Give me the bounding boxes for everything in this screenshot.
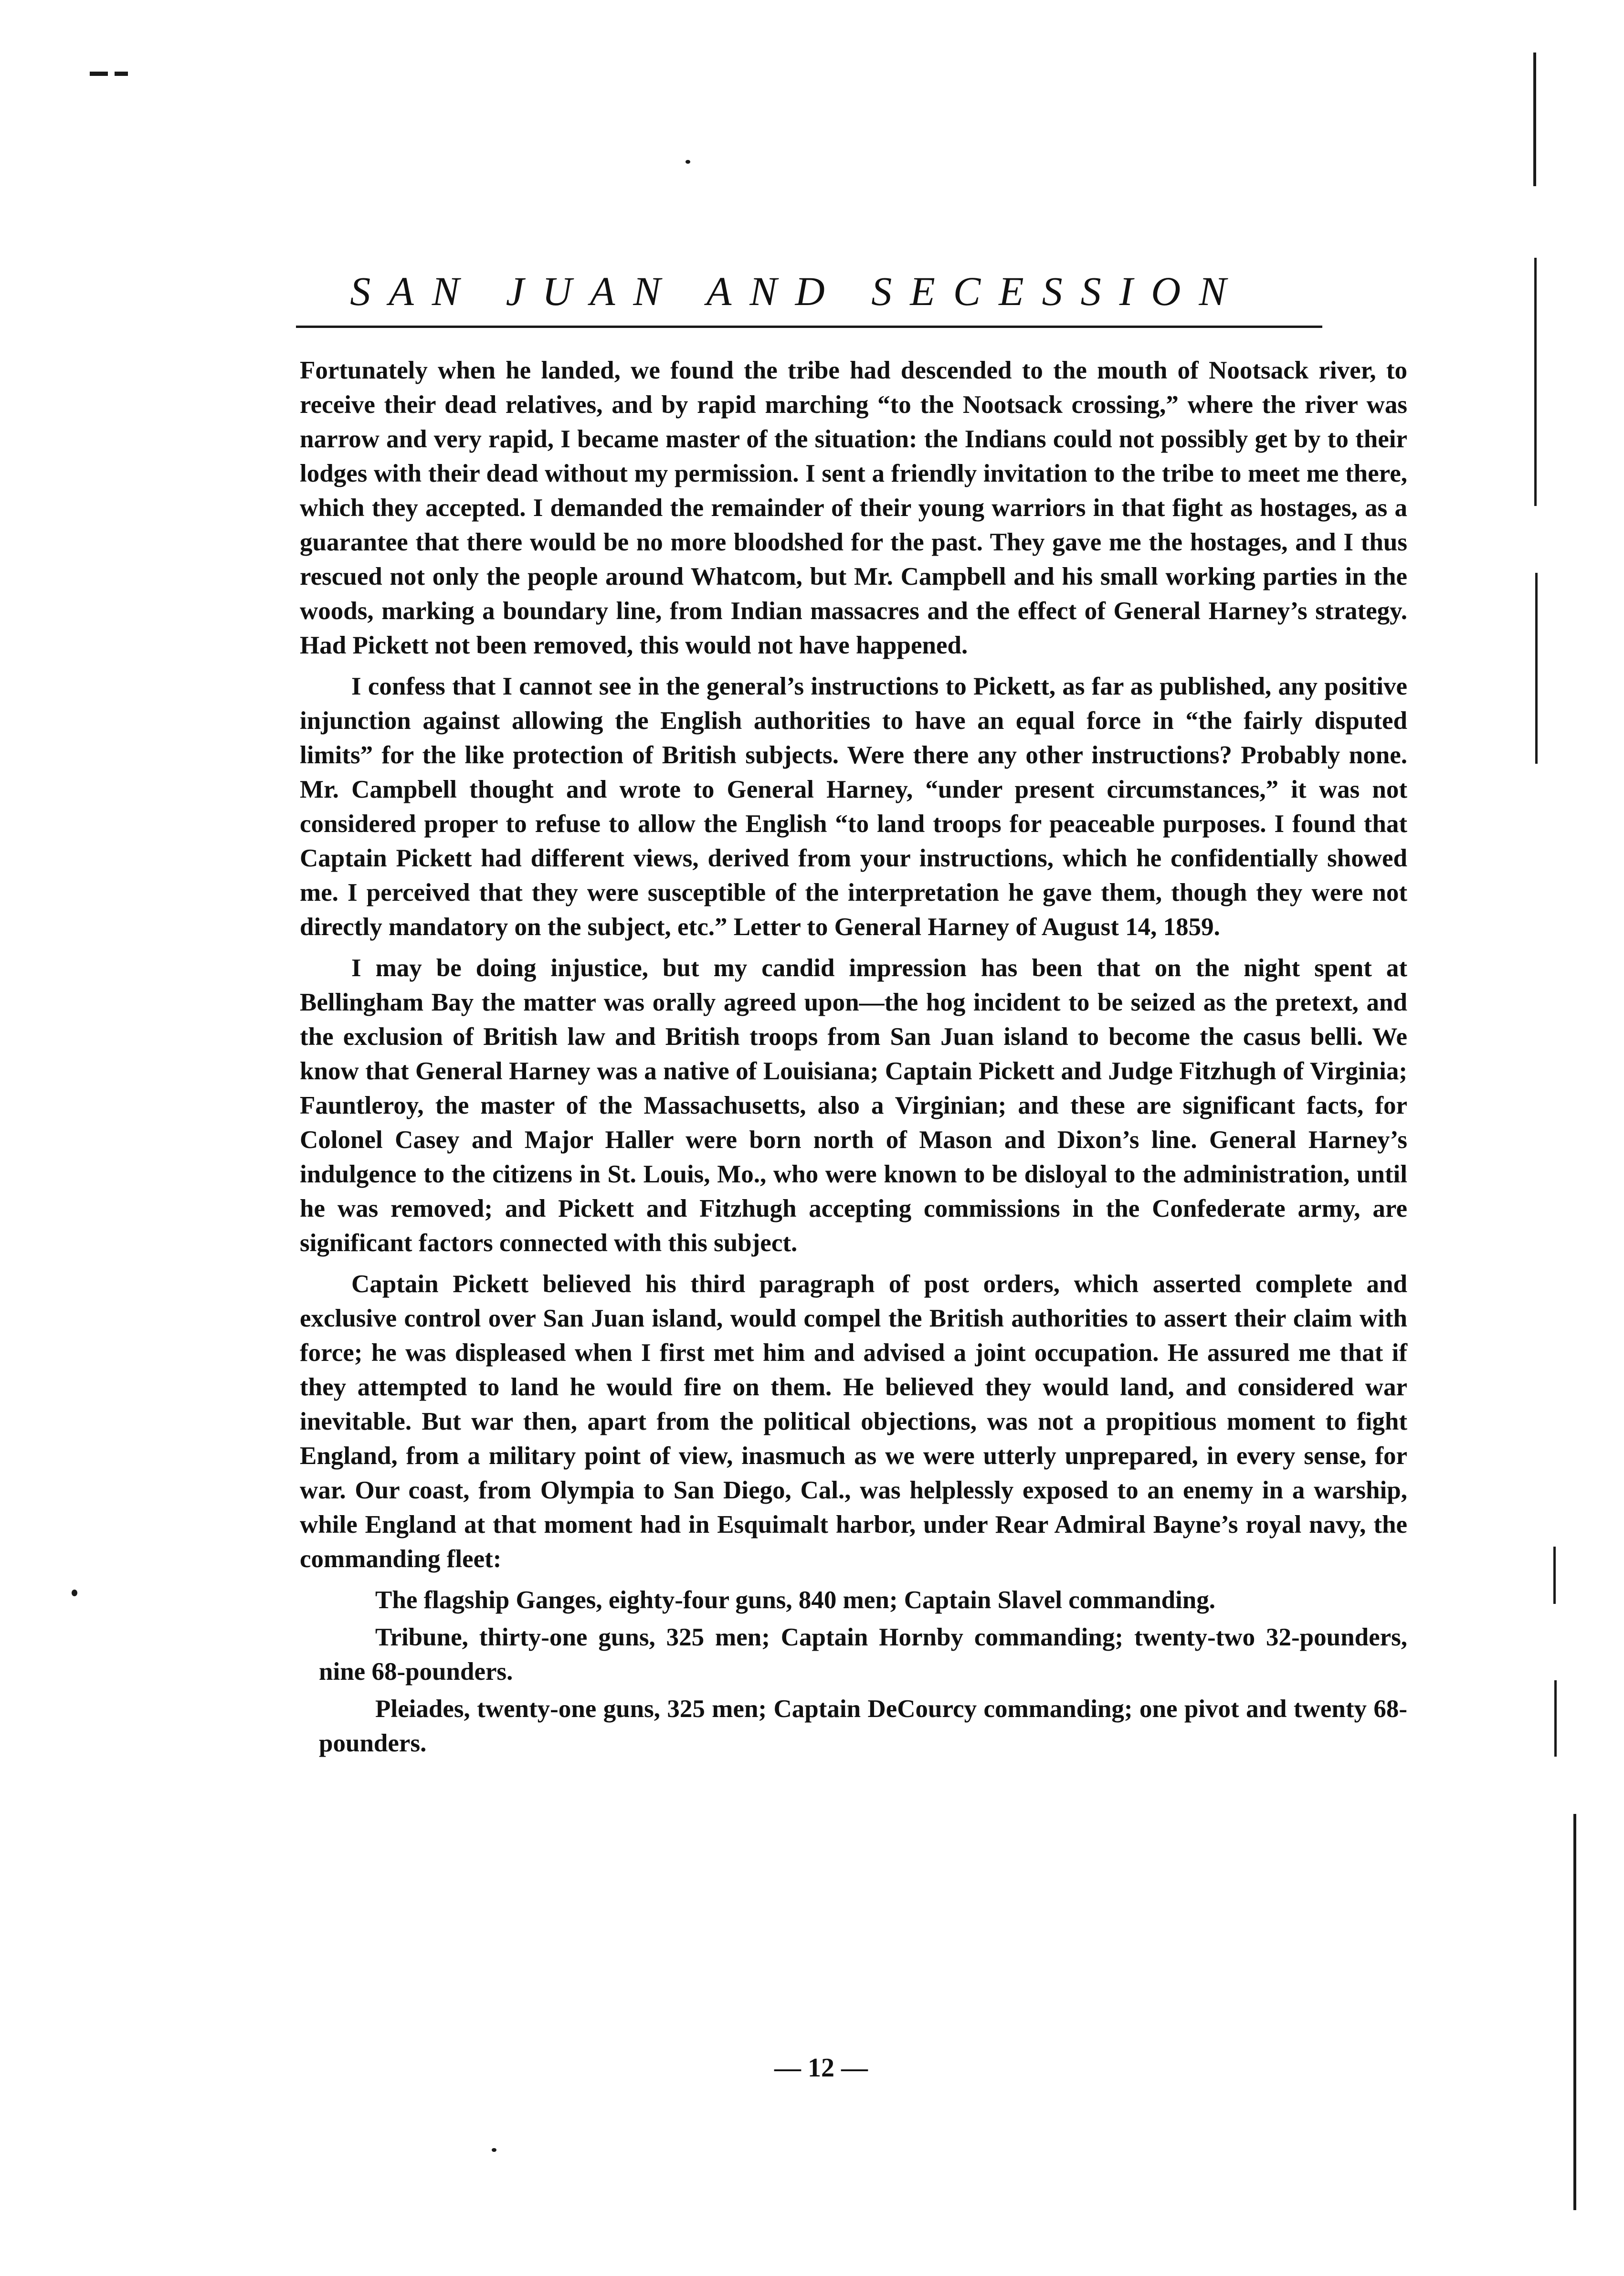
scan-mark-top-left-2	[115, 72, 128, 76]
running-head: SAN JUAN AND SECESSION	[350, 268, 1244, 314]
scan-speck-2	[685, 160, 690, 164]
scan-edge-line-5	[1554, 1680, 1557, 1757]
scan-mark-top-left	[90, 72, 108, 76]
scan-edge-line-4	[1553, 1547, 1556, 1604]
scan-edge-line-2	[1534, 258, 1537, 506]
header-rule	[296, 326, 1322, 328]
paragraph-4: Captain Pickett believed his third paragraph of post orders, which asserted complete and exclusive control over San Juan island, would compel the British authorities to assert their claim with force; he was displeased when I first met him and advised a joint occupation. He assured me that if they attempted to land he would fire on them. He believed they would land, and considered war inevitable. But war then, apart from the political objections, was not a propitious moment to fight England, from a military point of view, inasmuch as we were utterly unprepared, in every sense, for war. Our coast, from Olympia to San Diego, Cal., was helplessly exposed to an enemy in a warship, while England at that moment had in Esquimalt harbor, under Rear Admiral Bayne’s royal navy, the commanding fleet:	[300, 1270, 1407, 1573]
scan-speck-1	[72, 1590, 77, 1596]
paragraph-3: I may be doing injustice, but my candid impression has been that on the night spent at Bellingham Bay the matter was orally agreed upon—the hog incident to be seized as the pretext, and the exclusion of British law and British troops from San Juan island to become the casus belli. We know that General Harney was a native of Louisiana; Captain Pickett and Judge Fitzhugh of Virginia; Fauntleroy, the master of the Massachusetts, also a Virginian; and these are significant facts, for Colonel Casey and Major Haller were born north of Mason and Dixon’s line. General Harney’s indulgence to the citizens in St. Louis, Mo., who were known to be disloyal to the administration, until he was removed; and Pickett and Fitzhugh accepting commissions in the Confederate army, are significant factors connected with this subject.	[300, 954, 1407, 1257]
paragraph-1: Fortunately when he landed, we found the tribe had descended to the mouth of Nootsack river, to receive their dead relatives, and by rapid marching “to the Nootsack crossing,” where the river was narrow and very rapid, I became master of the situation: the Indians could not possibly get by to their lodges with their dead without my permission. I sent a friendly invitation to the tribe to meet me there, which they accepted. I demanded the remainder of their young warriors in that fight as hostages, as a guarantee that there would be no more bloodshed for the past. They gave me the hostages, and I thus rescued not only the people around Whatcom, but Mr. Campbell and his small working parties in the woods, marking a boundary line, from Indian massacres and the effect of General Harney’s strategy. Had Pickett not been removed, this would not have happened.	[300, 357, 1407, 659]
scan-edge-line-6	[1573, 1814, 1576, 2210]
body-text	[300, 353, 1407, 1763]
scan-edge-line-3	[1535, 573, 1538, 764]
scan-edge-line-1	[1533, 53, 1536, 186]
fleet-entry-ganges: The flagship Ganges, eighty-four guns, 840 men; Captain Slavel commanding.	[375, 1586, 1215, 1614]
page-number: — 12 —	[774, 2053, 868, 2083]
fleet-entry-pleiades: Pleiades, twenty-one guns, 325 men; Captain DeCourcy commanding; one pivot and twenty 68-pounders.	[319, 1695, 1407, 1757]
paragraph-2: I confess that I cannot see in the general’s instructions to Pickett, as far as published, any positive injunction against allowing the English authorities to have an equal force in “the fairly disputed limits” for the like protection of British subjects. Were there any other instructions? Probably none. Mr. Campbell thought and wrote to General Harney, “under present circumstances,” it was not considered proper to refuse to allow the English “to land troops for peaceable purposes. I found that Captain Pickett had different views, derived from your instructions, which he confidentially showed me. I perceived that they were susceptible of the interpretation he gave them, though they were not directly mandatory on the subject, etc.” Letter to General Harney of August 14, 1859.	[300, 673, 1407, 941]
scan-speck-3	[492, 2148, 496, 2152]
fleet-entry-tribune: Tribune, thirty-one guns, 325 men; Captain Hornby commanding; twenty-two 32-pounders, nine 68-pounders.	[319, 1623, 1407, 1686]
